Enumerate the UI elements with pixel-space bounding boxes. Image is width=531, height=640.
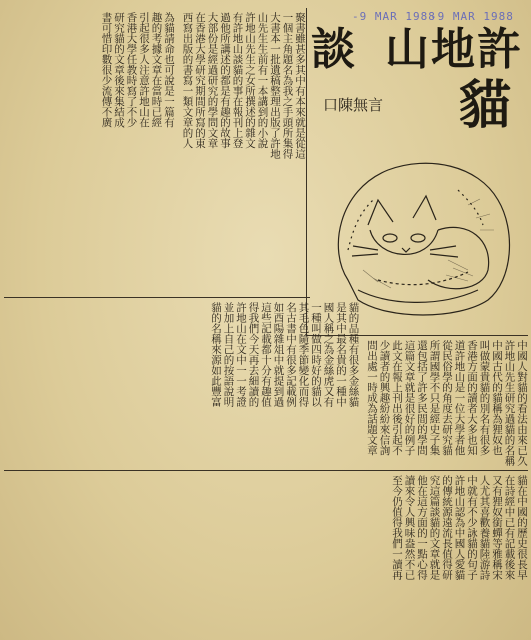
text-column: 貓的品種有很多金絲貓	[347, 302, 360, 407]
divider	[306, 8, 307, 335]
text-column: 名古書中有很多記載例	[285, 302, 297, 407]
date-stamp: -9 MAR 1988	[352, 10, 436, 23]
text-column: 少讀者的興趣紛紛來信詢	[378, 340, 391, 456]
text-column: 書可惜印數很少流傳不廣	[100, 12, 113, 128]
text-column: 在香港大學研究期間所寫的東	[194, 12, 206, 149]
text-column: 一個主角題名為我之手頭所集得	[281, 12, 294, 159]
text-column: 的傳統源遠流長值得研	[441, 475, 453, 580]
divider	[4, 470, 528, 471]
text-column: 又有狸奴銜蟬等雅稱宋	[491, 475, 503, 580]
headline-char: 談	[311, 24, 355, 75]
text-column: 其毛色隨季節變化而得	[297, 302, 310, 407]
text-column: 中就有不少詠貓的句子	[466, 475, 478, 580]
headline-char: 山	[385, 24, 429, 75]
text-column: 中國人對貓的看法由來已久	[516, 340, 528, 466]
text-column: 這些記載都十分有趣值	[260, 302, 272, 407]
text-column: 過他所講述的都是有趣的故事	[219, 12, 231, 149]
text-column: 他在這方面的一點心得	[416, 475, 428, 580]
text-column: 人尤其喜歡養貓陸游詩	[478, 475, 491, 580]
divider	[4, 297, 310, 298]
text-column: 許地山先生之女所撰述的雜文	[244, 12, 256, 149]
text-column: 有許地山談貓的事在報刊上登	[231, 12, 244, 149]
text-column: 從民俗學的角度去研究貓	[441, 340, 453, 456]
text-column: 如酉陽雜俎中就提到過	[272, 302, 285, 407]
headline-char: 許	[477, 24, 521, 75]
text-column: 在詩經中已有記載後來	[503, 475, 516, 580]
text-column: 許地山認為中國人愛貓	[453, 475, 466, 580]
text-column: 這篇文章就是很好的例子	[403, 340, 416, 456]
cat-illustration	[318, 130, 523, 330]
text-column: 香港方面的讀者大多也知	[466, 340, 478, 456]
text-column: 問出處一時成為話題文章	[366, 340, 378, 456]
headline-char: 貓	[459, 75, 512, 136]
text-column: 此文在報上刊出後引起不	[391, 340, 403, 456]
text-column: 為貓請命也可說是一篇有	[163, 12, 175, 128]
text-column: 還包括了許多民間的學問	[416, 340, 428, 456]
text-column: 許地山先生研究過貓的名稱	[503, 340, 516, 466]
headline-char: 地	[431, 24, 475, 75]
text-column: 研究貓的文章後來集結成	[113, 12, 125, 128]
text-column: 叫做蒙貴貓的別名有很多	[478, 340, 491, 456]
date-stamp: -9 MAR 1988	[430, 10, 514, 23]
text-column: 趣的考據文章在當時已經	[150, 12, 163, 128]
text-column: 引起很多人注意許地山在	[138, 12, 150, 128]
text-column: 道許地山是一位大學者他	[453, 340, 466, 456]
text-column: 許地山在文中一一考證	[235, 302, 247, 407]
text-column: 是其中最名貴的一種中	[335, 302, 347, 407]
text-column: 聚書雖甚多其中有本來就是從這	[294, 12, 306, 159]
text-column: 大部份是經過研究的學問文章	[206, 12, 219, 149]
text-column: 山先生生前有一本講到的小說	[256, 12, 269, 149]
text-column: 貓在中國的歷史很長早	[516, 475, 528, 580]
text-column: 國人稱之為金絲虎又有	[322, 302, 335, 407]
text-column: 讀來令人興味盎然不已	[403, 475, 416, 580]
text-column: 究這篇談貓的文章就是	[428, 475, 441, 580]
text-column: 西寫出版的書寫一類文章的人	[181, 12, 194, 149]
article-byline: 口陳無言	[323, 96, 384, 114]
text-column: 貓的名稱來源如此豐富	[210, 302, 222, 407]
text-column: 中國古代的貓稱為狸奴也	[491, 340, 503, 456]
text-column: 得我們今天再去細讀的	[247, 302, 260, 407]
text-column: 一種叫做四時好的貓以	[310, 302, 322, 407]
text-column: 至今仍值得我們一讀再	[391, 475, 403, 580]
text-column: 所謂國學不只是經史子集	[428, 340, 441, 456]
text-column: 大書本一批遺稿整理出版了許地	[269, 12, 281, 159]
article-headline	[309, 14, 524, 134]
text-column: 香港大學任教時寫了不少	[125, 12, 138, 128]
text-column: 並加上自己的按語說明	[222, 302, 235, 407]
